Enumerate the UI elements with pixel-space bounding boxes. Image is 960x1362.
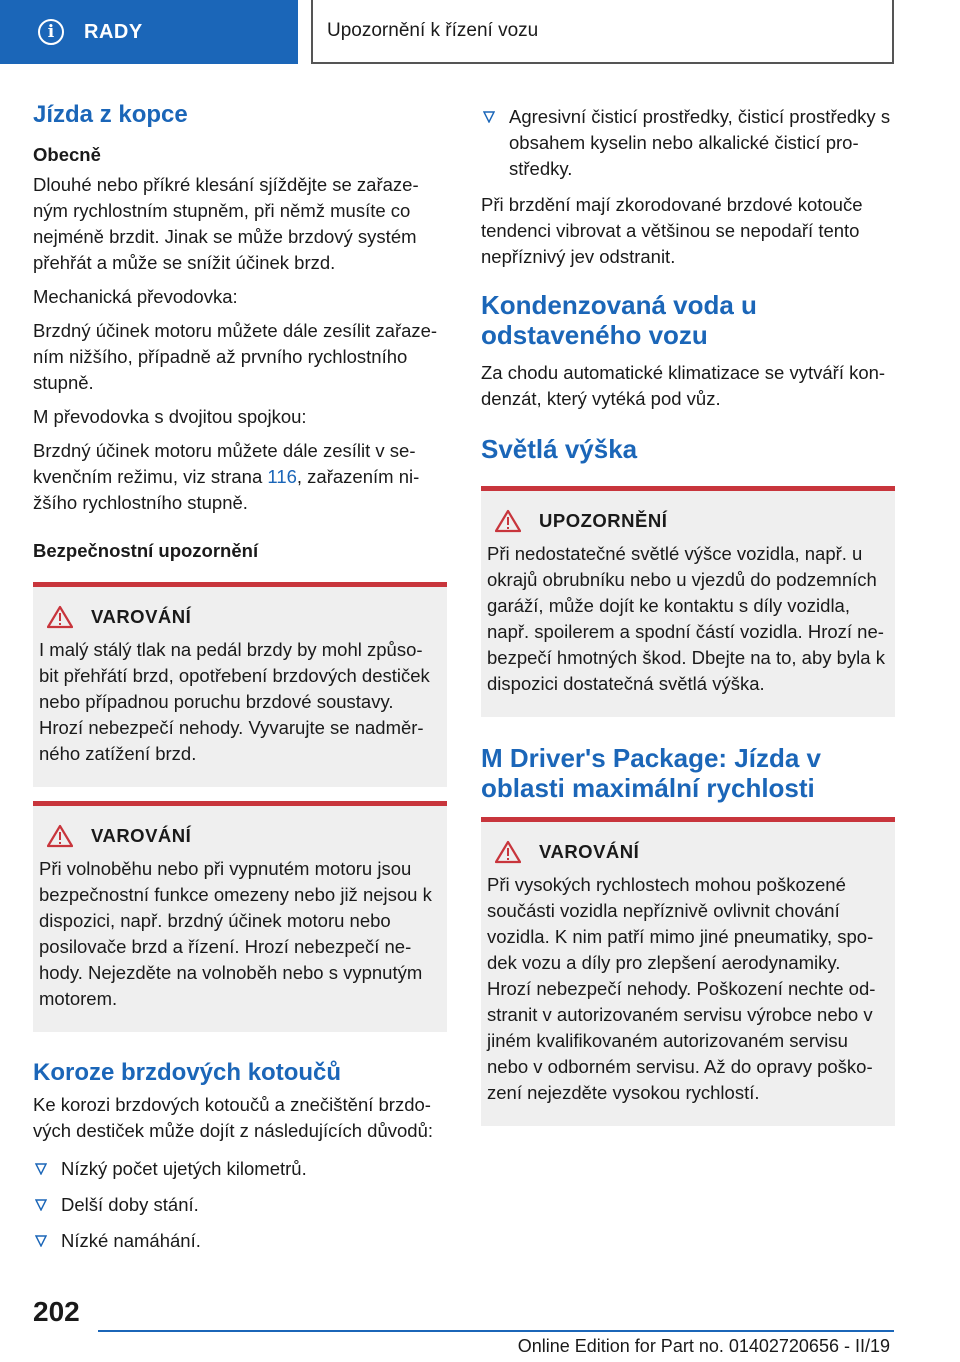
- paragraph-text: Brzdný účinek motoru můžete dále zesílit v se-kvenčním režimu, viz strana: [33, 440, 416, 487]
- warning-title: VAROVÁNÍ: [91, 606, 192, 627]
- page-link-116[interactable]: 116: [267, 466, 297, 487]
- warning-text: Při vysokých rychlostech mohou poškozené součásti vozidla nepříznivě ovlivnit chování vozidla. K nim patří mimo jiné pneumatiky, spo-dek vozu a díly pro zlepšení aerodynamiky. Hrozí nebezpečí nehody. Poškození nechte od-stranit v autorizovaném servisu výrobce nebo v jiném kvalifikovaném autorizovaném servisu nebo v odborném servisu. Až do opravy poško-zení nejezděte vysokou rychlostí.: [487, 874, 876, 1103]
- notice-text: Při nedostatečné světlé výšce vozidla, např. u okrajů obrubníku nebo u vjezdů do podzemních garáží, může dojít ke kontaktu s díly vozidla, např. spoilerem a spodní částí vozidla. Hrozí ne-bezpečí hmotných škod. Dbejte na to, aby byla k dispozici dostatečná světlá výška.: [487, 543, 885, 694]
- list-item: [33, 1192, 447, 1218]
- paragraph: Ke korozi brzdových kotoučů a znečištění brzdo-vých destiček může dojít z následujících důvodů:: [33, 1094, 434, 1141]
- warning-triangle-icon: [495, 509, 521, 533]
- heading-condensation: Kondenzovaná voda u odstaveného vozu: [481, 290, 757, 350]
- list-item: [33, 1156, 447, 1182]
- right-column: [481, 104, 895, 1140]
- section-tag: RADY: [84, 20, 143, 43]
- warning-title: VAROVÁNÍ: [539, 841, 640, 862]
- list-item-text: Delší doby stání.: [61, 1194, 199, 1215]
- warning-header: [39, 824, 439, 848]
- footer-divider: [98, 1330, 894, 1332]
- paragraph: [33, 438, 447, 516]
- chapter-title: Upozornění k řízení vozu: [327, 20, 539, 41]
- paragraph: Při brzdění mají zkorodované brzdové kotouče tendenci vibrovat a většinou se nepodaří tento nepříznivý jev odstranit.: [481, 194, 863, 267]
- warning-text: Při volnoběhu nebo při vypnutém motoru jsou bezpečnostní funkce omezeny nebo již nejsou k dispozici, např. brzdný účinek motoru nebo posilovače brzd a řízení. Hrozí nebezpečí ne-hody. Nejezděte na volnoběh nebo s vypnutým motorem.: [39, 858, 432, 1009]
- list-item-text: Nízký počet ujetých kilometrů.: [61, 1158, 307, 1179]
- warning-box: [33, 801, 447, 1032]
- heading-downhill: Jízda z kopce: [33, 101, 188, 128]
- header-section-tab: [0, 0, 298, 64]
- edition-footer: Online Edition for Part no. 01402720656 - II/19: [517, 1336, 890, 1356]
- subheading-safety: Bezpečnostní upozornění: [33, 540, 259, 561]
- heading-m-drivers-package: M Driver's Package: Jízda v oblasti maximální rychlosti: [481, 743, 822, 803]
- list-item-text: Agresivní čisticí prostředky, čisticí prostředky s obsahem kyselin nebo alkalické čisticí pro-středky.: [509, 106, 891, 179]
- triangle-bullet-icon: [35, 1199, 47, 1211]
- warning-triangle-icon: [47, 824, 73, 848]
- list-item: [33, 1228, 447, 1254]
- heading-ground-clearance: Světlá výška: [481, 434, 638, 464]
- warning-header: [487, 840, 887, 864]
- warning-box: [481, 817, 895, 1126]
- info-circle-icon: i: [38, 19, 64, 45]
- page-number: 202: [33, 1296, 80, 1327]
- warning-header: [39, 605, 439, 629]
- warning-triangle-icon: [47, 605, 73, 629]
- bullet-list: [33, 1156, 447, 1254]
- warning-text: I malý stálý tlak na pedál brzdy by mohl způso-bit přehřátí brzd, opotřebení brzdových destiček nebo případnou poruchu brzdové soustavy. Hrozí nebezpečí nehody. Vyvarujte se nadměr-ného zatížení brzd.: [39, 639, 430, 764]
- notice-header: [487, 509, 887, 533]
- paragraph-text: , zařazením ni-žšího rychlostního stupně.: [33, 466, 420, 513]
- paragraph: Brzdný účinek motoru můžete dále zesílit zařaze-ním nižšího, případně až prvního rychlostního stupně.: [33, 320, 438, 393]
- warning-title: VAROVÁNÍ: [91, 825, 192, 846]
- notice-box: [481, 486, 895, 717]
- triangle-bullet-icon: [35, 1163, 47, 1175]
- paragraph: Za chodu automatické klimatizace se vytváří kon-denzát, který vytéká pod vůz.: [481, 362, 886, 409]
- heading-brake-corrosion: Koroze brzdových kotoučů: [33, 1059, 342, 1086]
- bullet-list: [481, 104, 895, 182]
- paragraph: M převodovka s dvojitou spojkou:: [33, 406, 307, 427]
- warning-triangle-icon: [495, 840, 521, 864]
- paragraph: Mechanická převodovka:: [33, 286, 238, 307]
- header-chapter: [311, 0, 894, 64]
- subheading-general: Obecně: [33, 144, 101, 165]
- list-item-text: Nízké namáhání.: [61, 1230, 201, 1251]
- paragraph: Dlouhé nebo příkré klesání sjíždějte se zařaze-ným rychlostním stupněm, při němž musíte co nejméně brzdit. Jinak se může brzdový systém přehřát a může se snížit účinek brzd.: [33, 174, 419, 273]
- warning-box: [33, 582, 447, 787]
- triangle-bullet-icon: [35, 1235, 47, 1247]
- left-column: [33, 100, 447, 1264]
- triangle-bullet-icon: [483, 111, 495, 123]
- notice-title: UPOZORNĚNÍ: [539, 510, 668, 531]
- list-item: [481, 104, 895, 182]
